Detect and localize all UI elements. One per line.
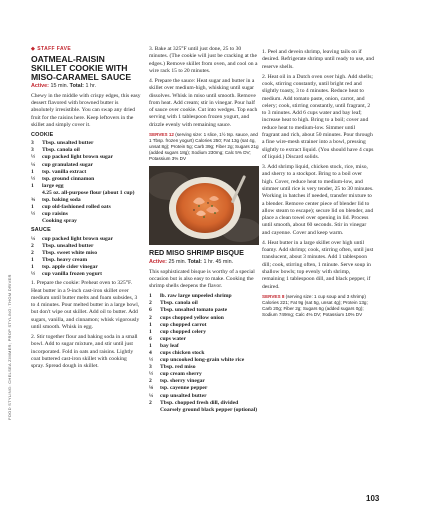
ingredient-item [149, 322, 259, 329]
ingredient-item [31, 204, 141, 211]
ingredient-item [31, 218, 141, 225]
ingredient-item [149, 336, 259, 343]
ingredient-qty: 1 [149, 293, 152, 300]
ingredient-item [31, 176, 141, 183]
ingredient-text: Tbsp. sweet white miso [42, 249, 98, 256]
ingredient-item [31, 190, 141, 197]
ingredient-item [149, 364, 259, 371]
ingredient-text: Tbsp. canola oil [160, 300, 198, 307]
ingredient-text: tsp. vanilla extract [42, 168, 87, 175]
ingredient-item [31, 162, 141, 169]
ingredient-text: Tbsp. red miso [160, 364, 196, 371]
ingredient-text: tsp. apple cider vinegar [42, 264, 98, 271]
ingredient-item [149, 329, 259, 336]
recipe-intro-cookie: Chewy in the middle with crispy edges, this easy dessert flavored with browned butter is absolutely irresistible. You can swap any dried fruit for the raisins here. Keep leftovers in the skillet and simply cover it. [31, 92, 141, 128]
ingredient-text: cup uncooked long-grain white rice [160, 357, 245, 364]
bisque-ingredient-list [149, 293, 259, 414]
ingredient-qty: ¼ [31, 161, 36, 168]
ingredient-item [31, 154, 141, 161]
ingredient-text: cups chopped yellow onion [160, 314, 224, 321]
recipe-times-bisque [149, 259, 259, 266]
ingredient-item [149, 400, 259, 407]
active-value: 25 min. [168, 258, 187, 265]
ingredient-qty: ¾ [31, 197, 36, 204]
ingredient-item [149, 385, 259, 392]
active-label: Active: [31, 82, 49, 89]
ingredient-item [31, 183, 141, 190]
photo-credit: FOOD STYLING: CHELSEA ZIMMER; PROP STYLING: THOM DRIVER [7, 274, 12, 420]
ingredient-qty: ½ [31, 211, 36, 218]
column-middle [149, 46, 259, 416]
ingredient-text: Tbsp. canola oil [42, 147, 80, 154]
bisque-nutrition [262, 294, 374, 318]
ingredient-item [149, 357, 259, 364]
ingredient-text: tsp. baking soda [42, 197, 81, 204]
ingredient-qty: 1 [31, 264, 34, 271]
ingredient-item [31, 250, 141, 257]
ingredient-qty: ⅛ [149, 385, 154, 392]
ingredient-item [31, 264, 141, 271]
ingredient-qty: ½ [31, 154, 36, 161]
ingredient-text: large egg [42, 182, 64, 189]
ingredient-text: cups chicken stock [160, 350, 205, 356]
cookie-step-3: 3. Bake at 325°F until just done, 25 to 30 minutes. (The cookie will just be cracking at the edges.) Remove skillet from oven, and cool on a wire rack 15 to 20 minutes. [149, 46, 258, 74]
ingredient-text: tsp. sherry vinegar [160, 378, 205, 385]
ingredient-text: lb. raw large unpeeled shrimp [160, 293, 232, 300]
cookie-step-2: 2. Stir together flour and baking soda in a small bowl. Add to sugar mixture, and stir until just incorporated. Fold in oats and raisins. Lightly coat buttered cast-iron skillet with cooking spray. Spread dough in skillet. [31, 334, 138, 370]
staff-fave-tag [31, 46, 141, 53]
ingredient-text: cup vanilla frozen yogurt [42, 271, 103, 278]
ingredient-text: tsp. cayenne pepper [160, 385, 208, 392]
ingredient-item [149, 378, 259, 385]
ingredient-text: 4.25 oz. all-purpose flour (about 1 cup) [42, 189, 135, 196]
ingredient-text: cup packed light brown sugar [42, 154, 114, 161]
page-number: 103 [366, 494, 380, 503]
column-bisque-steps [262, 49, 374, 322]
ingredient-qty: 1 [149, 321, 152, 328]
ingredient-item [149, 350, 259, 357]
ingredient-qty: 1 [31, 204, 34, 211]
staff-fave-label: STAFF FAVE [37, 46, 72, 52]
ingredient-item [31, 169, 141, 176]
cookie-ingredient-list [31, 140, 141, 225]
ingredient-text: cup chopped celery [160, 328, 206, 335]
ingredient-text: Coarsely ground black pepper (optional) [160, 406, 258, 413]
ingredient-qty: ½ [31, 175, 36, 182]
ingredient-item [149, 293, 259, 300]
ingredient-qty: 1 [149, 328, 152, 335]
ingredient-qty: ½ [149, 357, 154, 364]
ingredient-text: cup raisins [42, 211, 68, 218]
ingredient-item [31, 271, 141, 278]
ingredient-text: bay leaf [160, 342, 179, 349]
ingredient-item [149, 343, 259, 350]
ingredient-item [31, 211, 141, 218]
ingredient-qty: 2 [149, 300, 152, 307]
cookie-step-4: 4. Prepare the sauce: Heat sugar and butter in a skillet over medium-high, whisking until sugar dissolves. Whisk in miso until smooth. Remove from heat. Add cream; stir in vinegar. Pour half of sauce over cookie. Cut into wedges. Top each serving with 1 tablespoon frozen yogurt, and drizzle evenly with remaining sauce. [149, 77, 258, 128]
diamond-icon: ◆ [31, 46, 36, 52]
ingredient-item [31, 197, 141, 204]
column-oatmeal-cookie [31, 46, 141, 373]
ingredient-qty: 3 [149, 364, 152, 371]
recipe-title-cookie: OATMEAL-RAISIN SKILLET COOKIE WITH MISO-CARAMEL SAUCE [31, 54, 132, 82]
ingredient-text: Tbsp. chopped fresh dill, divided [160, 399, 239, 406]
ingredient-item [31, 147, 141, 154]
ingredient-qty: 1 [149, 342, 152, 349]
ingredient-qty: 2 [149, 399, 152, 406]
ingredient-qty: ½ [31, 271, 36, 278]
ingredient-text: tsp. ground cinnamon [42, 175, 95, 182]
ingredient-item [149, 407, 259, 414]
ingredient-qty: 2 [149, 314, 152, 321]
ingredient-text: Tbsp. unsalted butter [42, 140, 94, 147]
active-value: 15 min. [50, 82, 69, 89]
bisque-step-1: 1. Peel and devein shrimp, leaving tails on if desired. Refrigerate shrimp until ready to use, and reserve shells. [262, 49, 374, 70]
ingredient-item [149, 371, 259, 378]
bisque-step-3: 3. Add shrimp liquid, chicken stock, rice, miso, and sherry to a stockpot. Bring to a boil over high. Cover, reduce heat to medium-low, and simmer until rice is very tender, 25 to 30 minutes. Working in batches if needed, transfer mixture to a blender. Remove center piece of blender lid to allow steam to escape); secure lid on blender, and place a clean towel over opening in lid. Process until smooth, about 60 seconds. Stir in vinegar and cayenne. Cover and keep warm. [262, 164, 374, 236]
bisque-photo [149, 166, 259, 245]
ingredient-qty: 1 [31, 256, 34, 263]
ingredient-item [149, 307, 259, 314]
ingredient-text: cup old-fashioned rolled oats [42, 204, 111, 211]
ingredient-qty: 2 [31, 249, 34, 256]
ingredient-qty: ¼ [149, 392, 154, 399]
bisque-photo-illustration [149, 166, 259, 245]
ingredient-item [31, 257, 141, 264]
recipe-intro-bisque: This sophisticated bisque is worthy of a special occasion but is also easy to make. Cooking the shrimp shells deepens the flavor. [149, 268, 255, 290]
ingredient-qty: 4 [149, 350, 152, 356]
nutrition-text: (serving size: 1 cup soup and 3 shrimp) Calories 221; Fat 9g (sat 5g, unsat 4g); Protein 13g; Carb 20g; Fiber 2g; Sugars 6g (added sugars 0g); Sodium 749mg; Calc 4% DV; Potassium 10% DV [262, 293, 368, 317]
sauce-ingredient-list [31, 236, 141, 279]
cookie-heading: COOKIE [31, 131, 54, 138]
ingredient-text: Tbsp. unsalted tomato paste [160, 307, 228, 314]
total-value: 1 hr. 45 min. [203, 258, 234, 265]
ingredient-text: cups water [160, 335, 186, 342]
ingredient-qty: 1 [31, 168, 34, 175]
bisque-step-4: 4. Heat butter in a large skillet over high until foamy. Add shrimp; cook, stirring often, until just translucent, about 3 minutes. Add 1 tablespoon dill; cook, stirring often, 1 minute. Serve soup in shallow bowls; top evenly with shrimp, remaining 1 tablespoon dill, and black pepper, if desired. [262, 239, 374, 290]
nutrition-lead: SERVES 8 [262, 293, 285, 299]
cookie-step-1: 1. Prepare the cookie: Preheat oven to 325°F. Heat butter in a 9-inch cast-iron skillet over medium until butter melts and foam subsides, 3 to 4 minutes. Pour melted butter in a large bowl, but don't wipe out skillet. Add oil to butter. Add sugars, vanilla, and cinnamon; whisk vigorously until smooth. Whisk in egg. [31, 280, 140, 331]
bisque-step-2: 2. Heat oil in a Dutch oven over high. Add shells; cook, stirring constantly, until bright red and slightly toasty, 3 to 4 minutes. Reduce heat to medium. Add tomato paste, onion, carrot, and celery; cook, stirring constantly, until fragrant, 2 to 3 minutes. Add 6 cups water and bay leaf; increase heat to high. Bring to a boil; cover and reduce heat to medium-low. Simmer until fragrant and rich, about 50 minutes. Pour through a fine wire-mesh strainer into a bowl, pressing slightly to extract liquid. (You should have 4 cups of liquid.) Discard solids. [262, 73, 374, 160]
ingredient-text: cup chopped carrot [160, 321, 207, 328]
ingredient-qty: 3 [31, 147, 34, 154]
ingredient-item [149, 300, 259, 307]
ingredient-qty: 6 [149, 307, 152, 314]
sauce-heading: SAUCE [31, 227, 51, 234]
ingredient-text: cup unsalted butter [160, 392, 207, 399]
nutrition-lead: SERVES 12 [149, 132, 174, 138]
ingredient-item [149, 393, 259, 400]
recipe-times-cookie [31, 83, 141, 90]
ingredient-qty: ¼ [31, 235, 36, 242]
ingredient-item [149, 315, 259, 322]
total-label: Total: [187, 258, 202, 265]
nutrition-text: (serving size: 1 slice, 1½ tsp. sauce, and 1 Tbsp. frozen yogurt) Calories 250; Fat 13g (sat 4g, unsat 8g); Protein 5g; Carb 39g; Fiber 2g; Sugars 21g (added sugars 18g); Sodium 230mg; Calc 5% DV; Potassium 3% DV [149, 132, 259, 162]
total-value: 1 hr. [85, 82, 96, 89]
ingredient-item [31, 236, 141, 243]
ingredient-qty: 1 [31, 182, 34, 189]
ingredient-text: Cooking spray [42, 218, 77, 225]
ingredient-qty: ½ [149, 371, 154, 378]
ingredient-qty: 2 [31, 242, 34, 249]
ingredient-text: cup packed light brown sugar [42, 235, 114, 242]
ingredient-text: cup granulated sugar [42, 161, 93, 168]
cookie-nutrition [149, 132, 259, 162]
ingredient-item [31, 243, 141, 250]
ingredient-item [31, 140, 141, 147]
active-label: Active: [149, 258, 167, 265]
ingredient-text: cup cream sherry [160, 371, 202, 378]
ingredient-qty: 6 [149, 335, 152, 342]
ingredient-text: Tbsp. unsalted butter [42, 242, 94, 249]
recipe-title-bisque: RED MISO SHRIMP BISQUE [149, 248, 244, 258]
ingredient-qty: 2 [149, 378, 152, 385]
ingredient-qty: 3 [31, 140, 34, 147]
total-label: Total: [69, 82, 84, 89]
ingredient-text: Tbsp. heavy cream [42, 256, 88, 263]
